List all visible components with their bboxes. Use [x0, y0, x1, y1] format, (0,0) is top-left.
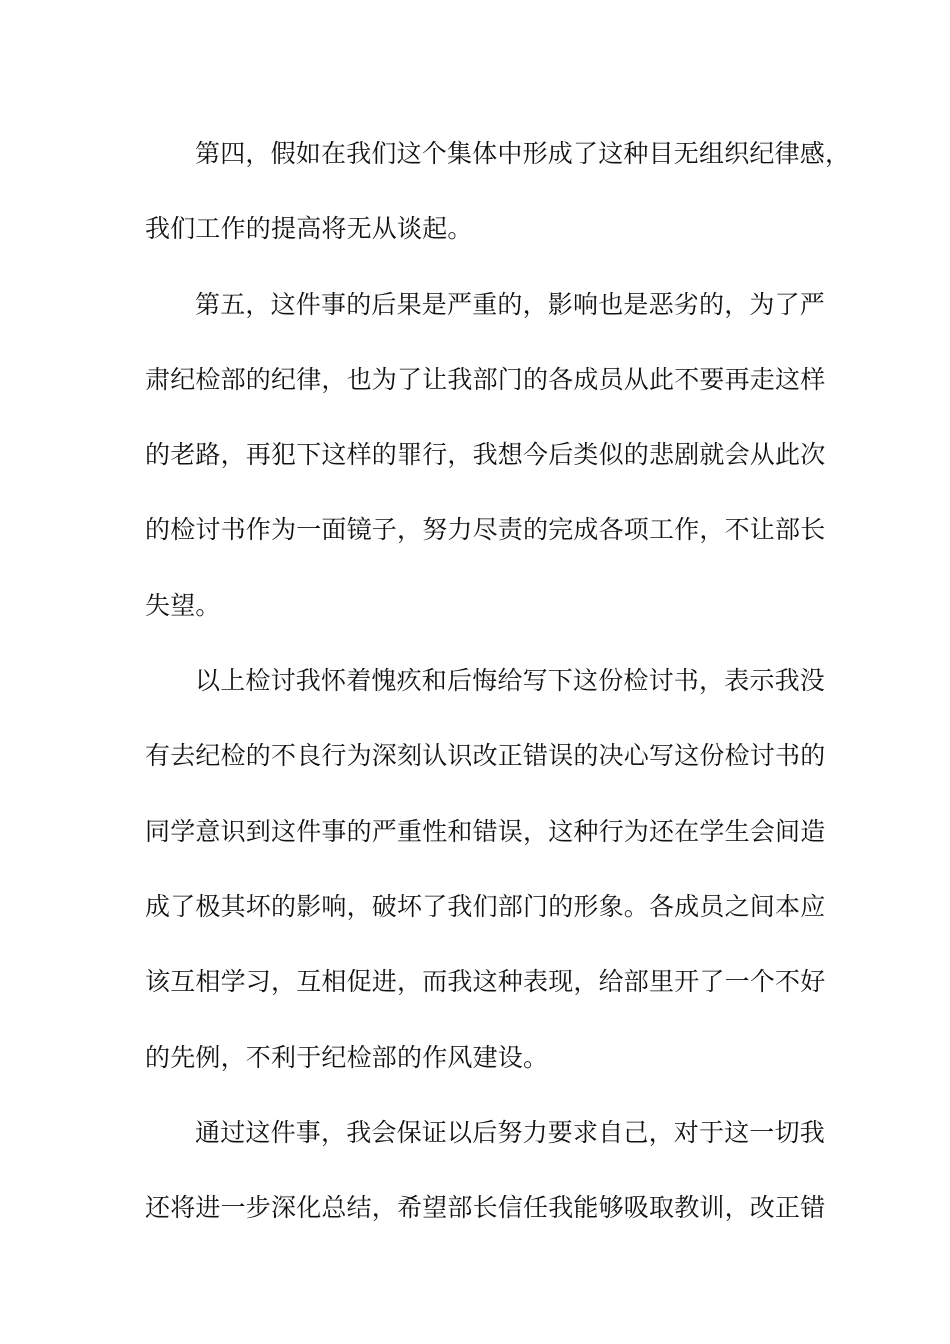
text-line: 有去纪检的不良行为深刻认识改正错误的决心写这份检讨书的: [145, 741, 826, 771]
document-body: [145, 131, 851, 1260]
text-line: 同学意识到这件事的严重性和错误，这种行为还在学生会间造: [145, 816, 826, 846]
text-line: 通过这件事，我会保证以后努力要求自己，对于这一切我: [195, 1117, 826, 1147]
text-line: 该互相学习，互相促进，而我这种表现，给部里开了一个不好: [145, 967, 826, 997]
text-line: 肃纪检部的纪律，也为了让我部门的各成员从此不要再走这样: [145, 364, 826, 394]
text-line: 的检讨书作为一面镜子，努力尽责的完成各项工作，不让部长: [145, 515, 826, 545]
text-line: 失望。: [145, 590, 221, 620]
text-line: 我们工作的提高将无从谈起。: [145, 214, 473, 244]
text-line: 成了极其坏的影响，破坏了我们部门的形象。各成员之间本应: [145, 891, 826, 921]
text-line: 第四，假如在我们这个集体中形成了这种目无组织纪律感，: [195, 139, 851, 168]
text-line: 的先例，不利于纪检部的作风建设。: [145, 1042, 549, 1072]
text-line: 以上检讨我怀着愧疚和后悔给写下这份检讨书，表示我没: [195, 666, 826, 696]
text-line: 的老路，再犯下这样的罪行，我想今后类似的悲剧就会从此次: [145, 440, 826, 470]
text-line: 第五，这件事的后果是严重的，影响也是恶劣的，为了严: [195, 289, 826, 319]
text-line: 还将进一步深化总结，希望部长信任我能够吸取教训，改正错: [145, 1193, 826, 1223]
